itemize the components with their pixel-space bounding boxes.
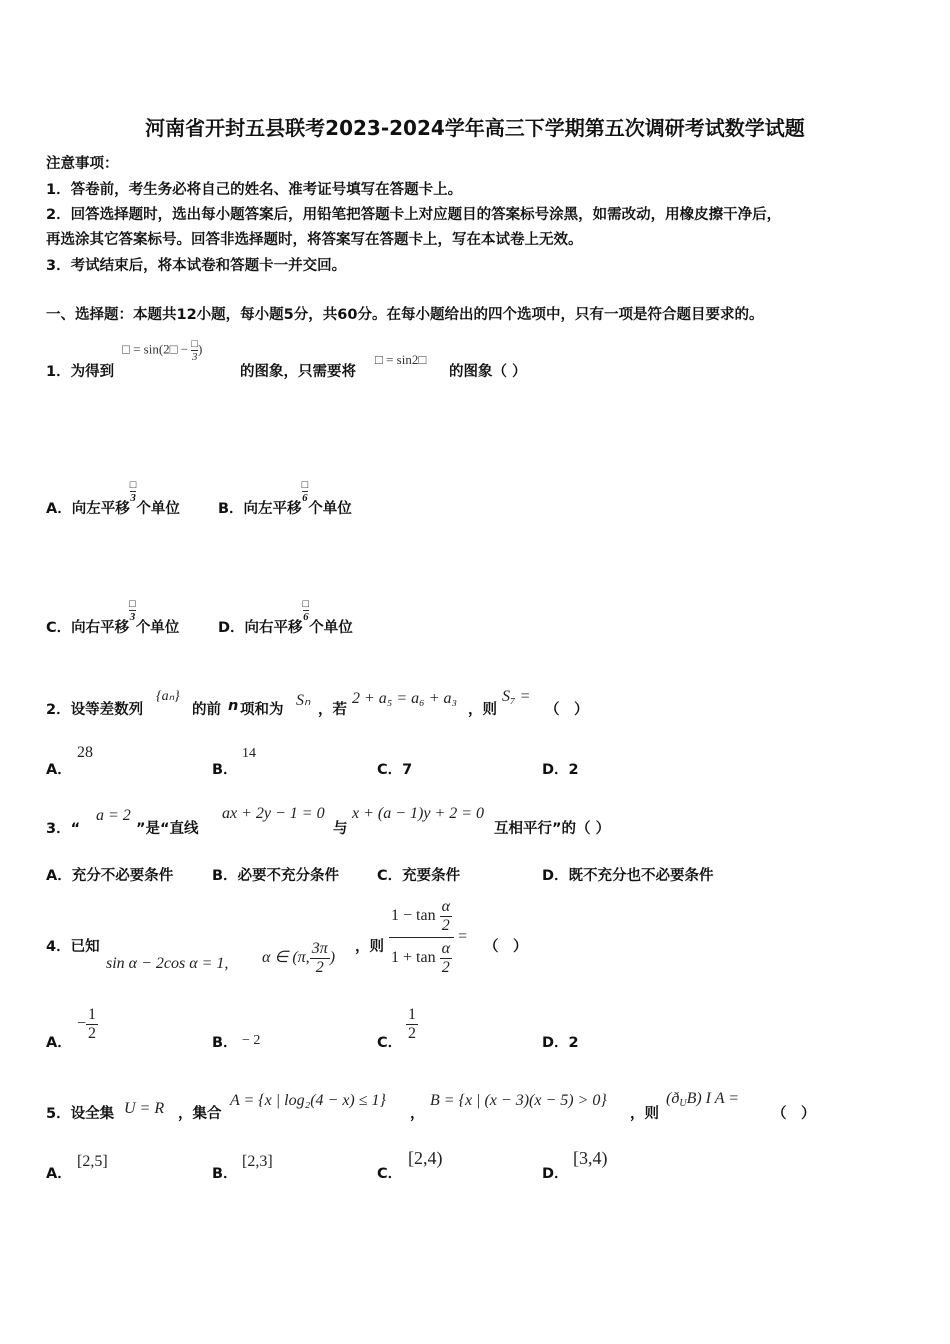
q2-prefix: 2．设等差数列 <box>46 702 144 718</box>
q5-mid2: ，则 <box>630 1106 659 1122</box>
q2-option-a-label: A． <box>46 762 72 778</box>
q1-option-c: C．向右平移 $\frac{□}{3}$ 个单位 <box>46 598 180 636</box>
q2-mid4: ，则 <box>468 702 497 718</box>
q1-option-a: A．向左平移 $\frac{□}{3}$ 个单位 <box>46 479 180 517</box>
q4-option-c-value: $\frac{1}{2}$ <box>408 1006 416 1042</box>
q4-option-a-label: A． <box>46 1035 72 1051</box>
q4-given-equation: sin α − 2cos α = 1, <box>106 955 229 972</box>
page-title: 河南省开封五县联考2023-2024学年高三下学期第五次调研考试数学试题 <box>145 116 805 140</box>
q2-option-a-value: 28 <box>77 744 93 761</box>
q5-option-a-value: [2,5] <box>77 1153 108 1170</box>
q1-formula-b: □ = sin2□ <box>375 352 427 367</box>
q2-option-b-value: 14 <box>242 746 256 761</box>
q5-universe: U = R <box>124 1100 165 1117</box>
q2-option-d: D．2 <box>542 762 579 778</box>
q3-option-c: C．充要条件 <box>377 868 461 884</box>
q5-mid1: ，集合 <box>178 1106 222 1122</box>
q3-mid1: ”是“直线 <box>136 821 199 837</box>
q5-comma: ， <box>410 1106 425 1122</box>
q5-set-a: A = {x | log₂(4 − x) ≤ 1} <box>230 1092 386 1109</box>
q4-given-range: α ∈ (π, $\frac{3\pi}{2}$ ) <box>262 940 336 976</box>
q1-formula-a: □ = sin(2□ − $\frac{□}{3}$ ) <box>122 338 203 363</box>
q4-expression: 1 − tan $\frac{\alpha}{2}$ 1 + tan $\frac{\alpha}{2}$ = <box>391 898 468 976</box>
q3-line2: x + (a − 1)y + 2 = 0 <box>352 805 485 822</box>
q4-option-c-label: C． <box>377 1035 403 1051</box>
q5-option-b-value: [2,3] <box>242 1153 273 1170</box>
q2-n: n <box>228 698 239 714</box>
q1-prefix: 1．为得到 <box>46 364 115 380</box>
q3-option-d: D．既不充分也不必要条件 <box>542 868 714 884</box>
q1-mid: 的图象，只需要将 <box>240 364 356 380</box>
q2-s7: S₇ = <box>502 688 531 705</box>
q4-prefix: 4．已知 <box>46 939 100 955</box>
q3-option-a: A．充分不必要条件 <box>46 868 174 884</box>
q4-option-a-value: − $\frac{1}{2}$ <box>77 1006 97 1042</box>
q5-option-d-label: D． <box>542 1166 569 1182</box>
q2-suffix: （ ） <box>545 702 589 718</box>
notice-heading: 注意事项： <box>46 156 119 172</box>
q3-line1: ax + 2y − 1 = 0 <box>222 805 325 822</box>
q3-mid2: 与 <box>333 821 348 837</box>
q3-condition: a = 2 <box>96 807 131 824</box>
q5-set-b: B = {x | (x − 3)(x − 5) > 0} <box>430 1092 607 1109</box>
q3-option-b: B．必要不充分条件 <box>212 868 340 884</box>
q4-option-b-value: − 2 <box>242 1033 261 1048</box>
q2-mid1: 的前 <box>192 702 221 718</box>
q4-option-b-label: B． <box>212 1035 238 1051</box>
q4-suffix: （ ） <box>484 939 528 955</box>
q4-option-d: D．2 <box>542 1035 579 1051</box>
q4-mid: ，则 <box>355 939 384 955</box>
q1-option-b: B．向左平移 $\frac{□}{6}$ 个单位 <box>218 479 352 517</box>
q5-suffix: （ ） <box>772 1106 816 1122</box>
notice-item-3: 3．考试结束后，将本试卷和答题卡一并交回。 <box>46 258 347 274</box>
q2-sn: Sₙ <box>296 692 311 709</box>
q3-prefix: 3．“ <box>46 821 81 837</box>
notice-item-2: 2．回答选择题时，选出每小题答案后，用铅笔把答题卡上对应题目的答案标号涂黑，如需改动，用橡皮擦干净后， <box>46 207 782 223</box>
q5-prefix: 5．设全集 <box>46 1106 115 1122</box>
q5-expression: $(ð_UB)$ I A = <box>666 1090 739 1109</box>
q2-sequence: {aₙ} <box>156 689 180 704</box>
q5-option-d-value: [3,4) <box>573 1148 608 1168</box>
section-heading: 一、选择题：本题共12小题，每小题5分，共60分。在每小题给出的四个选项中，只有一项是符合题目要求的。 <box>46 307 764 323</box>
notice-item-1: 1．答卷前，考生务必将自己的姓名、准考证号填写在答题卡上。 <box>46 182 463 198</box>
notice-item-2-cont: 再选涂其它答案标号。回答非选择题时，将答案写在答题卡上，写在本试卷上无效。 <box>46 232 583 248</box>
q5-option-b-label: B． <box>212 1166 238 1182</box>
q1-option-d: D．向右平移 $\frac{□}{6}$ 个单位 <box>218 598 353 636</box>
q2-mid2: 项和为 <box>240 702 284 718</box>
q2-condition: 2 + a₅ = a₆ + a₃ <box>352 690 458 707</box>
q2-mid3: ，若 <box>318 702 347 718</box>
q5-option-c-label: C． <box>377 1166 403 1182</box>
q1-suffix: 的图象（ ） <box>449 364 527 380</box>
q2-option-c: C．7 <box>377 762 413 778</box>
q5-option-a-label: A． <box>46 1166 72 1182</box>
q2-option-b-label: B． <box>212 762 238 778</box>
q3-suffix: 互相平行”的（ ） <box>494 821 611 837</box>
q5-option-c-value: [2,4) <box>408 1148 443 1168</box>
